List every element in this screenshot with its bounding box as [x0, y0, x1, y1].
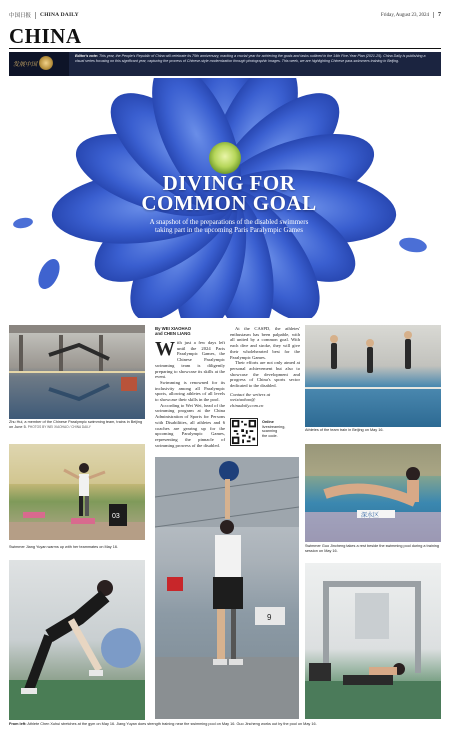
- photo-caption-3: Swimmer Jiang Yuyan warms up with her teammates on May 16.: [9, 545, 119, 549]
- byline: [155, 326, 191, 336]
- photo-caption-2: Athletes of the team train in Beijing on May 16.: [305, 428, 384, 432]
- headline-line-1: DIVING FOR: [162, 171, 296, 195]
- swimmer-rest-icon: [305, 444, 441, 542]
- headline-line-2: COMMON GOAL: [141, 191, 317, 215]
- masthead-chinese-name: 中国日报: [9, 13, 32, 19]
- article-paragraph-2: Swimming is renowned for its inclusivity among all Paralympic sports, allowing athletes of all levels to showcase their skills in the pool.: [155, 379, 225, 403]
- bottom-caption-lead: From left:: [9, 722, 27, 726]
- subheadline: A snapshot of the preparations of the disabled swimmers taking part in the upcoming Paris Paralympic Games: [149, 218, 309, 235]
- editor-note-band: [9, 52, 441, 76]
- bottom-caption-text: Athlete Chen Xuhui stretches at the gym on May 16. Jiang Yuyan does strength training near the swimming pool on May 16. Guo Jincheng works out by the pool on May 16.: [27, 722, 317, 726]
- editor-note: [69, 52, 441, 76]
- photo-team-training: [305, 325, 441, 427]
- article-paragraph-3: According to Wei Wei, head of the swimming program at the China Administration of Sports for Persons with Disabilities, all athletes and 6 coaches are gearing up for the upcoming Paralympic Games, representing the pinnacle of swimming prowess of the disabled.: [155, 402, 225, 448]
- athlete-stretch-icon: [9, 560, 145, 720]
- photo-guo-jincheng-rest: [305, 444, 441, 542]
- article-paragraph-1: With just a few days left until the 2024 Paris Paralympic Games, the Chinese Paralympic swimming team is diligently preparing to showcase its skills at the event.: [155, 338, 225, 380]
- gym-workout-icon: [305, 563, 441, 719]
- photo-lane-number: 9: [267, 613, 272, 622]
- photo-jiang-yuyan-warmup: [9, 444, 145, 540]
- photo-guo-jincheng-workout: [305, 563, 441, 719]
- photo-caption-5: Swimmer Guo Jincheng takes a rest beside the swimming pool during a training session on May 16.: [305, 544, 440, 553]
- photo-zhu-hui-diving: [9, 325, 145, 419]
- page-number: 7: [433, 12, 441, 18]
- photo-bib-number: 03: [112, 513, 120, 520]
- editor-note-text: This year, the People's Republic of China will celebrate its 75th anniversary, marking a crucial year for achieving the goals and tasks outlined in the 14th Five-Year Plan (2021-25). China Daily is publishing a visual series focusing on this significant year, capturing the process of Chinese-style modernization through photographic images. This week, we are highlighting Chinese para-swimmers training in Beijing.: [75, 54, 426, 63]
- series-logo-text: 发展中国: [13, 62, 38, 68]
- article-column-2: [230, 326, 300, 409]
- byline-line-1: By WEI XIAOHAO: [155, 326, 192, 331]
- bottom-caption: [9, 722, 441, 727]
- photo-lane-text: 深水区: [361, 513, 380, 519]
- diver-figure-icon: [9, 325, 145, 419]
- writer-contact: Contact the writers at weixiaohao@ chinadaily.com.cn: [230, 391, 271, 409]
- section-title: CHINA: [9, 24, 82, 48]
- section-rule: [9, 48, 441, 49]
- masthead: [9, 8, 441, 22]
- qr-code-icon[interactable]: [230, 418, 258, 446]
- photo-chen-xuhui-stretch: [9, 560, 145, 720]
- athletes-warmup-icon: [9, 444, 145, 540]
- sun-emblem-icon: [39, 56, 53, 70]
- series-logo: [9, 52, 69, 76]
- masthead-paper-name: CHINA DAILY: [40, 12, 79, 18]
- article-paragraph-4: At the CASPD, the athletes' enthusiasm has been palpable, with all united by a common goal. With each dive and stroke, they will give their wholehearted best for the Paralympic Games.: [230, 326, 300, 360]
- article-column-1: [155, 340, 225, 448]
- swimmers-figure-icon: [305, 325, 441, 427]
- article-paragraph-5: Their efforts are not only aimed at personal achievement but also to showcase the development and progress of China's sports sector dedicated to the disabled.: [230, 360, 300, 389]
- photo-caption-1: Zhu Hui, a member of the Chinese Paralympic swimming team, trains in Beijing on June 5. PHOTOS BY WEI XIAOHAO / CHINA DAILY: [9, 420, 143, 429]
- hero-illustration: [9, 78, 441, 318]
- headline: [119, 173, 339, 213]
- photo-credit: PHOTOS BY WEI XIAOHAO / CHINA DAILY: [27, 424, 91, 429]
- athlete-ball-icon: [155, 457, 299, 719]
- masthead-date: Friday, August 23, 2024: [380, 12, 429, 18]
- byline-line-2: and CHEN LIANG: [155, 331, 191, 337]
- drop-cap: W: [155, 338, 175, 360]
- editor-note-label: Editor's note:: [75, 54, 99, 58]
- photo-strength-training: [155, 457, 299, 719]
- qr-code-label: Online livestreaming, scanning the code.: [262, 420, 286, 439]
- masthead-divider: [35, 12, 36, 19]
